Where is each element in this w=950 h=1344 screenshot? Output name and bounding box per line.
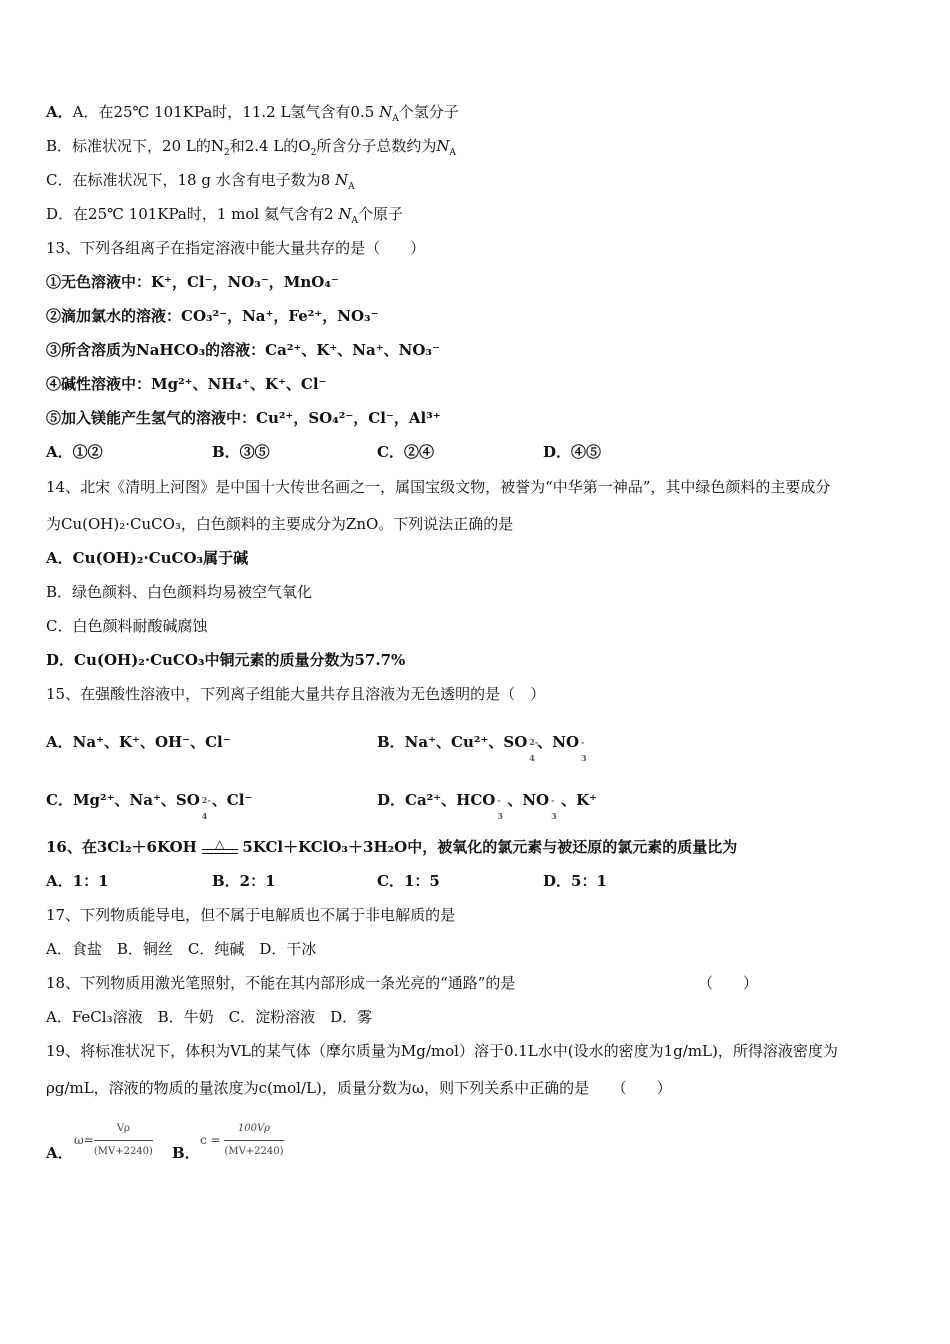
q18-answer-paren: （ ） [698,974,759,992]
q13-item-2: ②滴加氯水的溶液：CO₃²⁻，Na⁺，Fe²⁺，NO₃⁻ [46,307,379,325]
q15-option-d: D．Ca²⁺、HCO - 3 、NO - 3 、K⁺ [377,791,598,821]
q14-option-c: C．白色颜料耐酸碱腐蚀 [46,617,208,635]
q16-option-d: D．5：1 [543,872,607,890]
q19-stem-line2: ρg/mL，溶液的物质的量浓度为c(mol/L)，质量分数为ω，则下列关系中正确的是 （ ） [46,1079,672,1097]
q16-stem: 16、在3Cl₂＋6KOH △ 5KCl＋KClO₃＋3H₂O中，被氧化的氯元素与被还原的氯元素的质量比为 [46,837,738,856]
q13-item-3: ③所含溶质为NaHCO₃的溶液：Ca²⁺、K⁺、Na⁺、NO₃⁻ [46,341,440,359]
q16-option-a: A．1：1 [46,872,109,890]
q15-option-b: B．Na⁺、Cu²⁺、SO 2- 4 、NO - 3 [377,733,587,763]
q13-stem: 13、下列各组离子在指定溶液中能大量共存的是（ ） [46,239,426,257]
q19-formula-b: c = $\frac{100V\rho}{(MV+2240)}$ [200,1118,284,1163]
q14-stem-line1: 14、北宋《清明上河图》是中国十大传世名画之一，属国宝级文物，被誉为“中华第一神品”，其中绿色颜料的主要成分 [46,478,831,496]
q14-stem-line2: 为Cu(OH)₂·CuCO₃，白色颜料的主要成分为ZnO。下列说法正确的是 [46,515,514,533]
q13-option-b: B．③⑤ [212,443,270,461]
q14-option-d: D．Cu(OH)₂·CuCO₃中铜元素的质量分数为57.7% [46,651,406,669]
q17-options: A．食盐 B．铜丝 C．纯碱 D．干冰 [46,940,317,958]
q13-option-d: D．④⑤ [543,443,602,461]
q16-option-c: C．1：5 [377,872,440,890]
q13-option-c: C．②④ [377,443,434,461]
q18-options: A．FeCl₃溶液 B．牛奶 C．淀粉溶液 D．雾 [46,1008,373,1026]
heat-arrow-icon: △ [202,839,238,857]
q16-option-b: B．2：1 [212,872,276,890]
q15-stem: 15、在强酸性溶液中，下列离子组能大量共存且溶液为无色透明的是（ ） [46,685,546,703]
q12-option-c: C．在标准状况下，18 g 水含有电子数为8 $N_A$ [46,171,355,192]
q14-option-a: A．Cu(OH)₂·CuCO₃属于碱 [46,549,249,567]
q12-option-a: A．A．在25℃ 101KPa时，11.2 L氢气含有0.5 $N_A$个氢分子 [46,103,459,124]
q12-option-b: B．标准状况下，20 L的$N_2$和2.4 L的$O_2$所含分子总数约为$N_A$ [46,137,456,158]
q17-stem: 17、下列物质能导电，但不属于电解质也不属于非电解质的是 [46,906,456,924]
q13-item-1: ①无色溶液中：K⁺，Cl⁻，NO₃⁻，MnO₄⁻ [46,273,339,291]
q15-option-a: A．Na⁺、K⁺、OH⁻、Cl⁻ [46,733,231,751]
q12-option-d: D．在25℃ 101KPa时，1 mol 氦气含有2 $N_A$个原子 [46,205,403,226]
q19-option-b-label: B． [172,1144,200,1162]
q14-option-b: B．绿色颜料、白色颜料均易被空气氧化 [46,583,313,601]
q13-option-a: A．①② [46,443,103,461]
q15-option-c: C．Mg²⁺、Na⁺、SO 2- 4 、Cl⁻ [46,791,253,821]
q19-formula-a: ω= $\frac{V\rho}{(MV+2240)}$ [74,1118,153,1163]
q13-item-4: ④碱性溶液中：Mg²⁺、NH₄⁺、K⁺、Cl⁻ [46,375,327,393]
q13-item-5: ⑤加入镁能产生氢气的溶液中：Cu²⁺，SO₄²⁻，Cl⁻，Al³⁺ [46,409,441,427]
q19-option-a-label: A． [46,1144,73,1162]
q18-stem: 18、下列物质用激光笔照射，不能在其内部形成一条光亮的“通路”的是 [46,974,516,992]
q19-stem-line1: 19、将标准状况下，体积为VL的某气体（摩尔质量为Mg/mol）溶于0.1L水中(设水的密度为1g/mL)，所得溶液密度为 [46,1042,838,1060]
